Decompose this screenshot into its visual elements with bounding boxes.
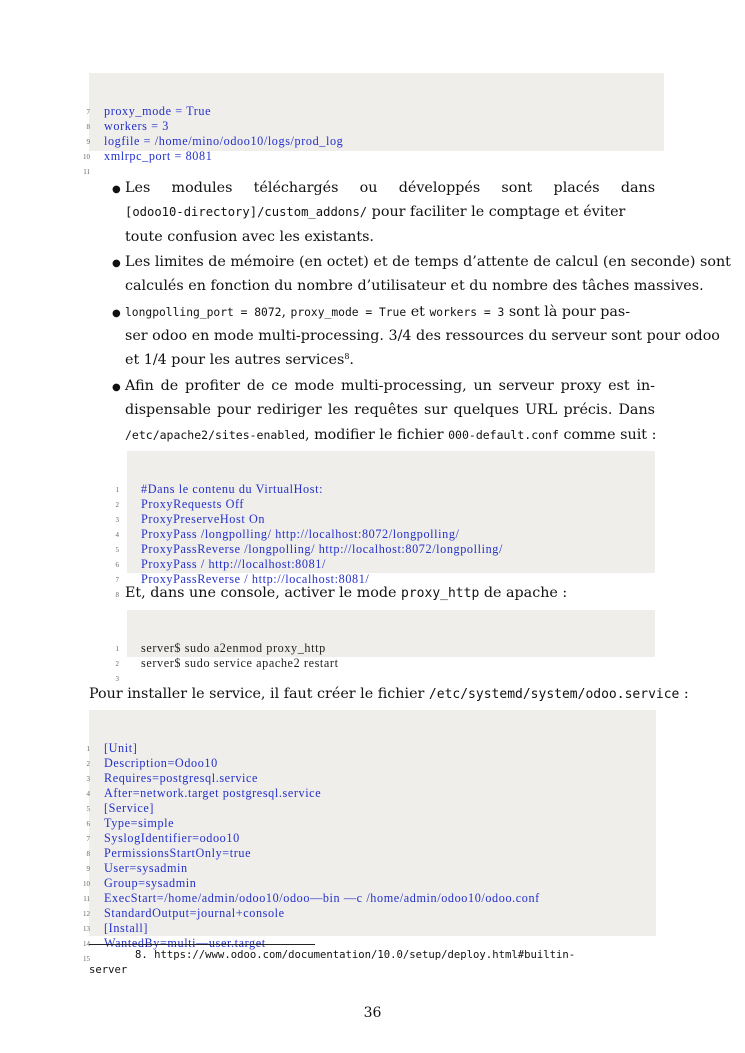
- code-listing-console: [115, 610, 655, 683]
- code-line: [83, 149, 664, 164]
- line-number: 14: [83, 940, 90, 948]
- code-line: [115, 542, 655, 557]
- bullet-marker: ●: [112, 382, 121, 393]
- code-line: [83, 876, 656, 891]
- line-number: 7: [86, 835, 90, 843]
- word: ou: [359, 180, 378, 196]
- bullet-1-line-3: toute confusion avec les existants.: [125, 229, 374, 245]
- code-line: [86, 771, 656, 786]
- line-number: 8: [86, 123, 90, 131]
- code-text: ExecStart=/home/admin/odoo10/odoo—bin —c /home/admin/odoo10/odoo.conf: [104, 891, 540, 905]
- code-text: [Unit]: [104, 741, 138, 755]
- word: téléchargés: [253, 180, 339, 196]
- code-text: PermissionsStartOnly=true: [104, 846, 252, 860]
- line-number: 9: [86, 138, 90, 146]
- footnote-reference[interactable]: 8: [344, 352, 350, 361]
- line-number: 9: [86, 865, 90, 873]
- line-number: 15: [83, 955, 90, 963]
- footnote-number: 8.: [135, 949, 148, 961]
- footnote-url[interactable]: https://www.odoo.com/documentation/10.0/setup/deploy.html#builtin-: [154, 949, 576, 961]
- line-number: 3: [115, 675, 119, 683]
- word: Les: [125, 180, 151, 196]
- code-text: StandardOutput=journal+console: [104, 906, 285, 920]
- code-line: [115, 641, 655, 656]
- code-line: [86, 846, 656, 861]
- code-line: [83, 891, 656, 906]
- line-number: 1: [115, 645, 119, 653]
- page-number: 36: [363, 1005, 382, 1021]
- period: .: [349, 352, 354, 368]
- code-line: [86, 756, 656, 771]
- custom-addons-path: [odoo10-directory]/custom_addons/: [125, 205, 368, 219]
- word: dans: [620, 180, 656, 196]
- bullet-1-line-2-text: pour faciliter le comptage et éviter: [367, 204, 626, 220]
- code-line: [115, 557, 655, 572]
- code-text: [Service]: [104, 801, 155, 815]
- code-text: xmlrpc_port = 8081: [104, 149, 213, 163]
- bullet-marker: ●: [112, 258, 121, 269]
- line-number: 7: [86, 108, 90, 116]
- code-line: [115, 656, 655, 671]
- service-paragraph: [89, 682, 689, 707]
- code-line: [83, 921, 656, 936]
- code-text: logfile = /home/mino/odoo10/logs/prod_log: [104, 134, 344, 148]
- console-paragraph: [125, 581, 567, 606]
- longpolling-port-code: longpolling_port = 8072: [125, 306, 282, 319]
- code-text: workers = 3: [104, 119, 169, 133]
- line-number: 1: [115, 486, 119, 494]
- workers-code: workers = 3: [429, 306, 505, 319]
- bullet-4-line-2: dispensable pour rediriger les requêtes sur quelques URL précis. Dans: [125, 402, 655, 418]
- footnote-rule: [89, 944, 315, 945]
- bullet-4-line-3: [125, 423, 656, 447]
- code-text: WantedBy=multi—user.target: [104, 936, 266, 950]
- default-conf-file: 000-default.conf: [448, 428, 559, 442]
- bullet-4-mid-text: , modifier le fichier: [305, 427, 449, 443]
- code-line: [86, 816, 656, 831]
- code-text: Description=Odoo10: [104, 756, 218, 770]
- footnote-url-continuation[interactable]: server: [89, 964, 128, 976]
- code-text: User=sysadmin: [104, 861, 188, 875]
- line-number: 2: [115, 660, 119, 668]
- line-number: 11: [83, 895, 90, 903]
- code-text: server$ sudo service apache2 restart: [141, 656, 339, 670]
- code-text: [Install]: [104, 921, 148, 935]
- bullet-3-line-3: [125, 348, 354, 372]
- line-number: 2: [115, 501, 119, 509]
- line-number: 8: [86, 850, 90, 858]
- code-text: ProxyPreserveHost On: [141, 512, 266, 526]
- line-number: 6: [86, 820, 90, 828]
- code-line: [115, 527, 655, 542]
- code-text: ProxyRequests Off: [141, 497, 245, 511]
- service-paragraph-text: Pour installer le service, il faut créer le fichier: [89, 686, 429, 702]
- code-text: #Dans le contenu du VirtualHost:: [141, 482, 324, 496]
- comma: ,: [281, 304, 291, 320]
- bullet-3-line-1: [125, 300, 656, 325]
- code-line: [83, 906, 656, 921]
- line-number: 4: [115, 531, 119, 539]
- code-line: [115, 482, 655, 497]
- word: modules: [171, 180, 233, 196]
- service-paragraph-end: :: [679, 686, 689, 702]
- line-number: 10: [83, 153, 90, 161]
- code-text: SyslogIdentifier=odoo10: [104, 831, 240, 845]
- line-number: 2: [86, 760, 90, 768]
- code-line: [86, 119, 664, 134]
- code-line: [86, 831, 656, 846]
- odoo-service-path: /etc/systemd/system/odoo.service: [428, 687, 680, 702]
- console-paragraph-text: Et, dans une console, activer le mode: [125, 585, 402, 601]
- bullet-marker: ●: [112, 184, 121, 195]
- code-line: [115, 497, 655, 512]
- line-number: 13: [83, 925, 90, 933]
- bullet-1-line-2: [125, 200, 656, 224]
- code-text: ProxyPass / http://localhost:8081/: [141, 557, 326, 571]
- code-text: ProxyPassReverse / http://localhost:8081/: [141, 572, 370, 586]
- bullet-3-line-1-text: sont là pour pas-: [504, 304, 631, 320]
- bullet-marker: ●: [112, 308, 121, 319]
- code-text: ProxyPassReverse /longpolling/ http://localhost:8072/longpolling/: [141, 542, 503, 556]
- code-listing-config: [83, 73, 664, 176]
- and-word: et: [406, 304, 430, 320]
- word: développés: [398, 180, 481, 196]
- code-text: server$ sudo a2enmod proxy_http: [141, 641, 326, 655]
- line-number: 3: [115, 516, 119, 524]
- code-line: [86, 104, 664, 119]
- line-number: 11: [83, 168, 90, 176]
- code-text: ProxyPass /longpolling/ http://localhost:8072/longpolling/: [141, 527, 460, 541]
- code-text: Group=sysadmin: [104, 876, 197, 890]
- line-number: 8: [115, 591, 119, 599]
- code-line: [86, 134, 664, 149]
- line-number: 10: [83, 880, 90, 888]
- code-line: [115, 512, 655, 527]
- bullet-2-line-1: Les limites de mémoire (en octet) et de temps d’attente de calcul (en seconde) sont: [125, 254, 731, 270]
- code-text: proxy_mode = True: [104, 104, 212, 118]
- proxy-mode-code: proxy_mode = True: [290, 306, 407, 319]
- code-line: [86, 786, 656, 801]
- bullet-2-line-2: calculés en fonction du nombre d’utilisateur et du nombre des tâches massives.: [125, 278, 704, 294]
- bullet-1-line-1: [125, 176, 655, 200]
- word: sont: [501, 180, 533, 196]
- code-line: [86, 861, 656, 876]
- line-number: 1: [86, 745, 90, 753]
- code-text: Requires=postgresql.service: [104, 771, 259, 785]
- footnote: [89, 948, 649, 978]
- line-number: 12: [83, 910, 90, 918]
- bullet-4-end-text: comme suit :: [558, 427, 657, 443]
- bullet-4-line-1: Afin de profiter de ce mode multi-processing, un serveur proxy est in-: [125, 378, 655, 394]
- console-paragraph-end: de apache :: [479, 585, 568, 601]
- word: placés: [553, 180, 600, 196]
- code-text: Type=simple: [104, 816, 175, 830]
- line-number: 4: [86, 790, 90, 798]
- line-number: 5: [115, 546, 119, 554]
- bullet-3-line-2: ser odoo en mode multi-processing. 3/4 des ressources du serveur sont pour odoo: [125, 328, 720, 344]
- line-number: 7: [115, 576, 119, 584]
- proxy-http-module: proxy_http: [401, 586, 480, 601]
- line-number: 6: [115, 561, 119, 569]
- code-line: [86, 741, 656, 756]
- sites-enabled-path: /etc/apache2/sites-enabled: [125, 428, 306, 442]
- code-text: After=network.target postgresql.service: [104, 786, 322, 800]
- line-number: 5: [86, 805, 90, 813]
- bullet-3-line-3-text: et 1/4 pour les autres services: [125, 352, 345, 368]
- code-line: [86, 801, 656, 816]
- line-number: 3: [86, 775, 90, 783]
